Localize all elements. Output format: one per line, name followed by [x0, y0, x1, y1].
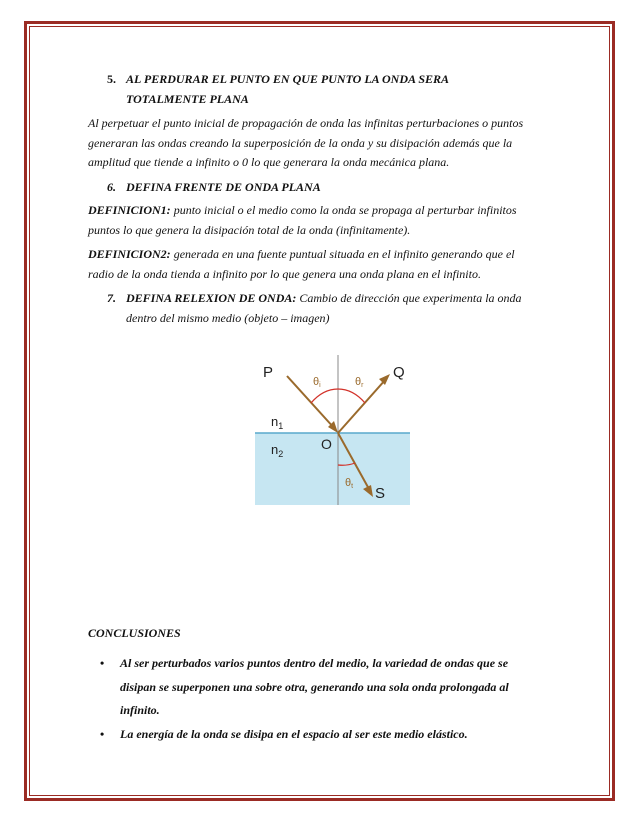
list-item-line: Al ser perturbados varios puntos dentro del medio, la variedad de ondas que se — [120, 656, 509, 670]
paragraph-line: amplitud que tiende a infinito o 0 lo que generara la onda mecánica plana. — [88, 155, 450, 169]
definition-1-text: punto inicial o el medio como la onda se propaga al perturbar infinitos — [170, 203, 517, 217]
reflection-angle-arc — [338, 389, 365, 403]
item-7-line1 — [126, 291, 522, 306]
item-7-text: Cambio de dirección que experimenta la onda — [296, 291, 522, 305]
conclusions-list — [88, 652, 548, 746]
list-item — [88, 723, 548, 747]
label-n1: $n_1$ — [271, 414, 284, 431]
label-theta-i: θi — [313, 376, 321, 389]
definition-2-text-line2: radio de la onda tienda a infinito por lo que genera una onda plana en el infinito. — [88, 266, 481, 281]
item-7-number: 7. — [107, 291, 116, 305]
label-O: O — [321, 436, 332, 452]
item-5-title-line1: AL PERDURAR EL PUNTO EN QUE PUNTO LA ONDA SERA — [126, 72, 450, 86]
reflection-refraction-diagram — [255, 355, 415, 505]
item-6-title: DEFINA FRENTE DE ONDA PLANA — [126, 180, 321, 194]
item-5-paragraph — [88, 114, 558, 173]
label-theta-t: θt — [345, 477, 354, 490]
definition-2-text: generada en una fuente puntual situada en el infinito generando que el — [170, 247, 515, 261]
label-theta-r: θr — [355, 376, 364, 389]
paragraph-line: generaran las ondas creando la superposición de la onda y su disipación además que la — [88, 135, 513, 150]
label-n2: $n_2$ — [271, 442, 284, 459]
bullet-icon: • — [100, 656, 105, 670]
conclusions-heading: CONCLUSIONES — [88, 626, 181, 640]
reflected-arrowhead — [379, 374, 390, 385]
medium-n2-region — [255, 433, 410, 505]
list-item-line: infinito. — [120, 703, 160, 717]
incidence-angle-arc — [311, 389, 338, 403]
label-Q: Q — [393, 364, 405, 381]
item-6-number: 6. — [107, 180, 116, 194]
definition-1-label: DEFINICION1: — [88, 203, 171, 217]
definition-2-label: DEFINICION2: — [88, 247, 171, 261]
item-7-line2: dentro del mismo medio (objeto – imagen) — [126, 311, 330, 325]
definition-1 — [88, 201, 558, 240]
label-S: S — [375, 485, 386, 502]
definition-2 — [88, 245, 558, 284]
list-item-line: La energía de la onda se disipa en el espacio al ser este medio elástico. — [120, 726, 468, 741]
definition-1-text-line2: puntos lo que genera la disipación total de la onda (infinitamente). — [88, 222, 411, 237]
item-5-number: 5. — [107, 72, 116, 86]
label-P: P — [263, 364, 274, 381]
item-7-title: DEFINA RELEXION DE ONDA: — [126, 291, 297, 305]
item-5-title-line2: TOTALMENTE PLANA — [126, 92, 249, 106]
list-item — [88, 652, 548, 723]
bullet-icon: • — [100, 726, 105, 741]
list-item-line: disipan se superponen una sobre otra, generando una sola onda prolongada al — [120, 679, 509, 694]
paragraph-line: Al perpetuar el punto inicial de propagación de onda las infinitas perturbaciones o puntos — [88, 116, 524, 130]
